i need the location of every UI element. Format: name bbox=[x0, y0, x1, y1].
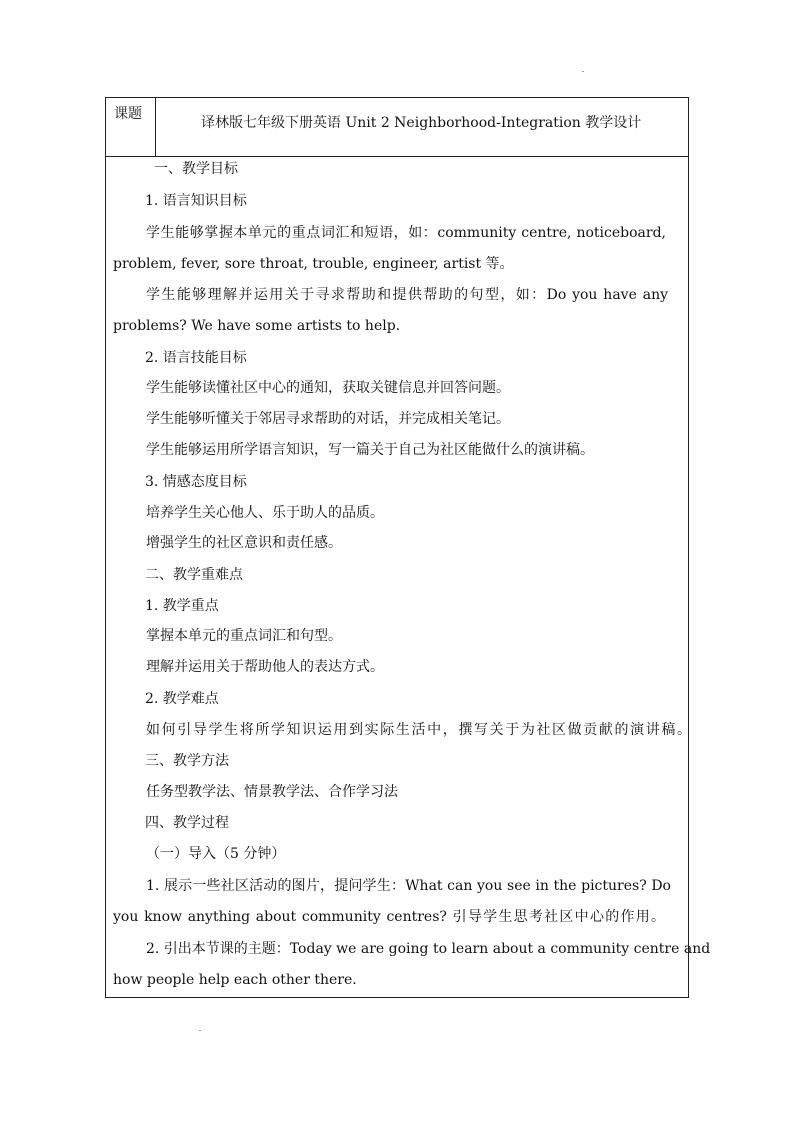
subsection-heading: 2. 教学难点 bbox=[145, 691, 219, 707]
subsection-heading: 1. 语言知识目标 bbox=[145, 193, 247, 209]
subsection-heading: 1. 教学重点 bbox=[145, 598, 219, 614]
subsection-heading: 2. 语言技能目标 bbox=[145, 350, 247, 366]
page-mark-bottom bbox=[199, 1030, 201, 1031]
body-line: 理解并运用关于帮助他人的表达方式。 bbox=[146, 659, 384, 675]
section-heading: 三、教学方法 bbox=[145, 753, 229, 769]
section-heading: 四、教学过程 bbox=[145, 815, 229, 831]
body-line: 任务型教学法、情景教学法、合作学习法 bbox=[146, 784, 398, 800]
body-line: problems? We have some artists to help. bbox=[113, 318, 401, 334]
body-line: 增强学生的社区意识和责任感。 bbox=[146, 535, 342, 551]
body-line: problem, fever, sore throat, trouble, engineer, artist 等。 bbox=[113, 256, 514, 272]
subsection-heading: 3. 情感态度目标 bbox=[145, 474, 247, 490]
section-heading: 二、教学重难点 bbox=[145, 567, 243, 583]
body-line: 学生能够听懂关于邻居寻求帮助的对话，并完成相关笔记。 bbox=[146, 411, 510, 427]
body-line: 2. 引出本节课的主题：Today we are going to learn about a community centre and bbox=[146, 941, 711, 957]
body-line: 掌握本单元的重点词汇和句型。 bbox=[146, 628, 342, 644]
table-header-row bbox=[106, 98, 688, 157]
lesson-plan-table bbox=[105, 97, 711, 998]
lesson-title: 译林版七年级下册英语 Unit 2 Neighborhood-Integration 教学设计 bbox=[201, 115, 642, 131]
body-line: 学生能够读懂社区中心的通知，获取关键信息并回答问题。 bbox=[146, 380, 510, 396]
body-line: 1. 展示一些社区活动的图片，提问学生：What can you see in the pictures? Do bbox=[146, 878, 671, 894]
step-heading: （一）导入（5 分钟） bbox=[146, 846, 286, 862]
body-line: 学生能够掌握本单元的重点词汇和短语，如：community centre, noticeboard, bbox=[146, 225, 666, 241]
section-heading: 一、教学目标 bbox=[154, 161, 238, 177]
body-line: 学生能够理解并运用关于寻求帮助和提供帮助的句型，如：Do you have any bbox=[146, 287, 668, 303]
page-mark-top bbox=[582, 71, 584, 72]
body-line: how people help each other there. bbox=[113, 972, 357, 988]
body-line: you know anything about community centres? 引导学生思考社区中心的作用。 bbox=[113, 909, 665, 925]
topic-label: 课题 bbox=[114, 106, 142, 122]
body-line: 学生能够运用所学语言知识，写一篇关于自己为社区能做什么的演讲稿。 bbox=[146, 442, 594, 458]
body-line: 如何引导学生将所学知识运用到实际生活中，撰写关于为社区做贡献的演讲稿。 bbox=[146, 722, 691, 738]
body-line: 培养学生关心他人、乐于助人的品质。 bbox=[146, 505, 384, 521]
topic-label-cell bbox=[106, 98, 156, 156]
